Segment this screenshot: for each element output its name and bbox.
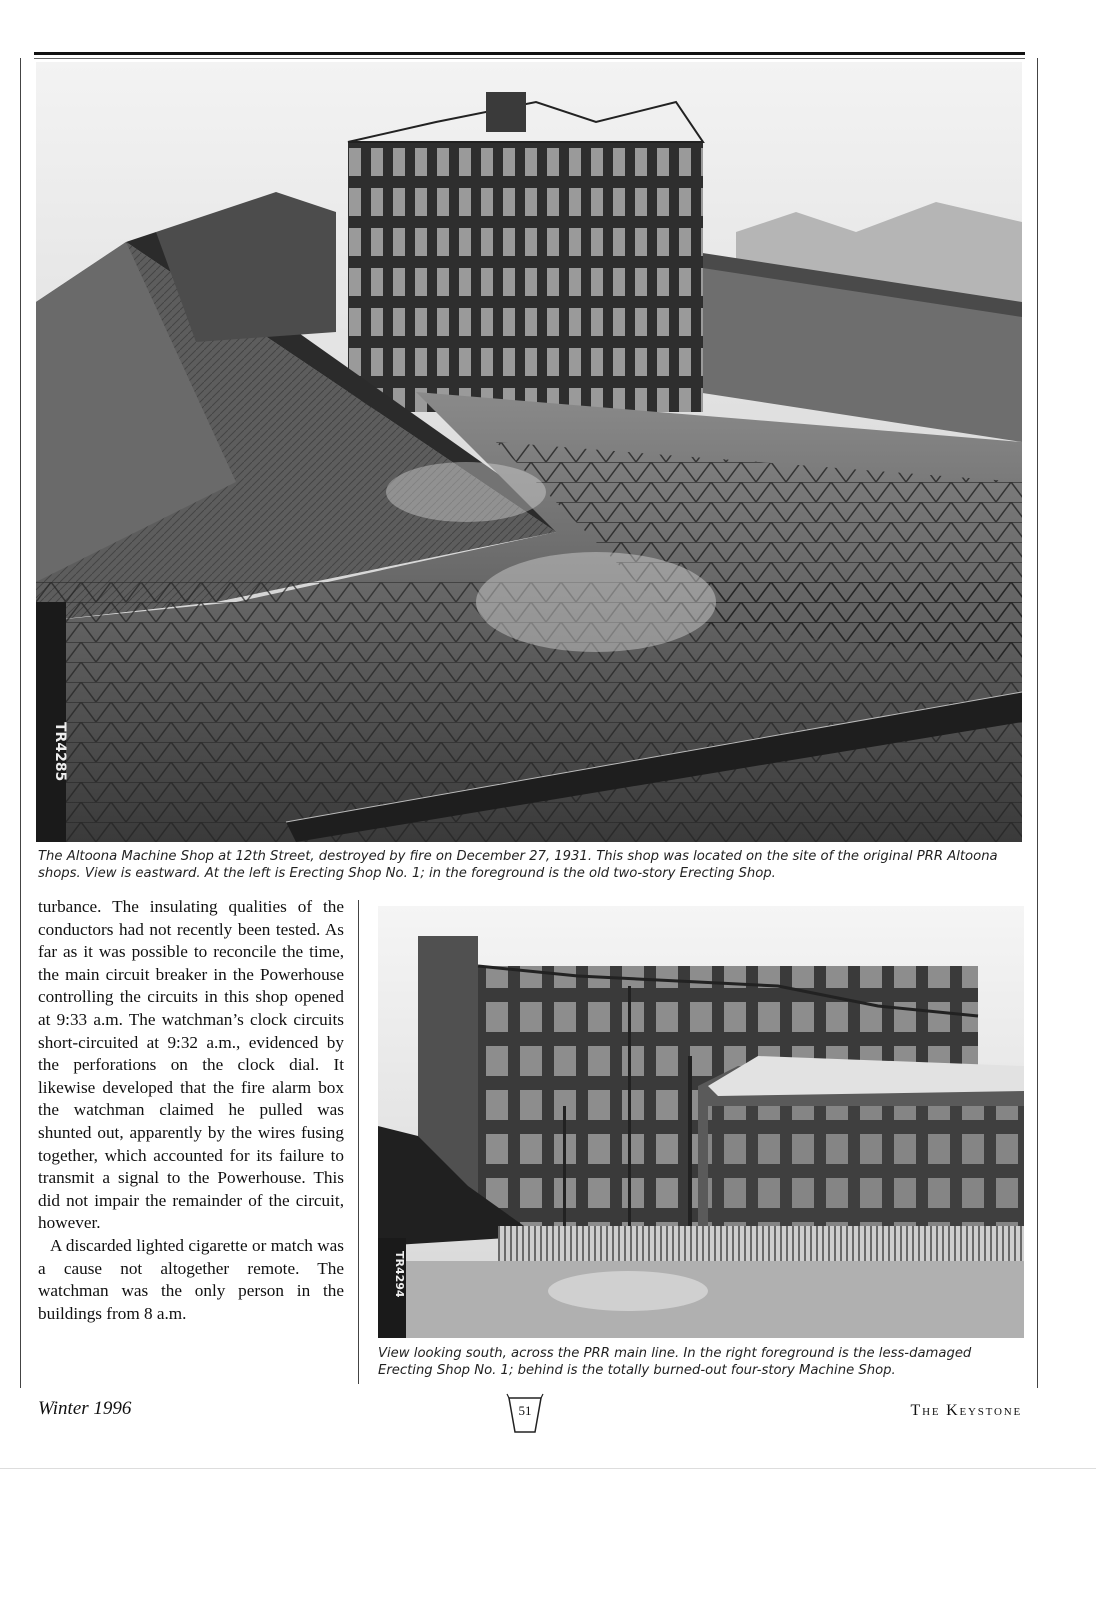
footer-issue: Winter 1996	[38, 1398, 132, 1419]
article-text	[38, 896, 344, 1325]
bottom-photo-negative-number: TR4294	[393, 1251, 406, 1298]
footer-publication: The Keystone	[910, 1402, 1022, 1419]
right-margin-line	[1037, 58, 1038, 1388]
article-paragraph: A discarded lighted cigarette or match was a cause not altogether remote. The watchman was the only person in the buildings from 8 a.m.	[38, 1235, 344, 1323]
top-rule-thin	[34, 58, 1025, 59]
page-number: 51	[518, 1403, 532, 1418]
page-number-badge	[505, 1392, 545, 1438]
bottom-photo	[378, 906, 1024, 1338]
bottom-photo-caption: View looking south, across the PRR main line. In the right foreground is the less-damaged Erecting Shop No. 1; behind is the totally burned-out four-story Machine Shop.	[378, 1346, 972, 1378]
top-photo-caption: The Altoona Machine Shop at 12th Street, destroyed by fire on December 27, 1931. This shop was located on the site of the original PRR Altoona shops. View is eastward. At the left is Erecting Shop No. 1; in the foreground is the old two-story Erecting Shop.	[38, 849, 998, 881]
top-photo	[36, 62, 1022, 842]
top-photo-negative-number: TR4285	[52, 722, 68, 782]
scan-edge	[0, 1468, 1096, 1469]
article-paragraph: turbance. The insulating qualities of the conductors had not recently been tested. As far as it was possible to reconcile the time, the main circuit breaker in the Powerhouse controlling the circuits in this shop opened at 9:33 a.m. The watchman’s clock circuits short-circuited at 9:32 a.m., evidenced by the perforations on the clock dial. It likewise developed that the fire alarm box the watchman claimed he pulled was shunted out, apparently by the wires fusing together, which accounted for its failure to transmit a signal to the Powerhouse. This did not impair the remainder of the circuit, however.	[38, 897, 344, 1233]
left-margin-line	[20, 58, 21, 1388]
column-divider	[358, 900, 359, 1384]
top-rule	[34, 52, 1025, 55]
